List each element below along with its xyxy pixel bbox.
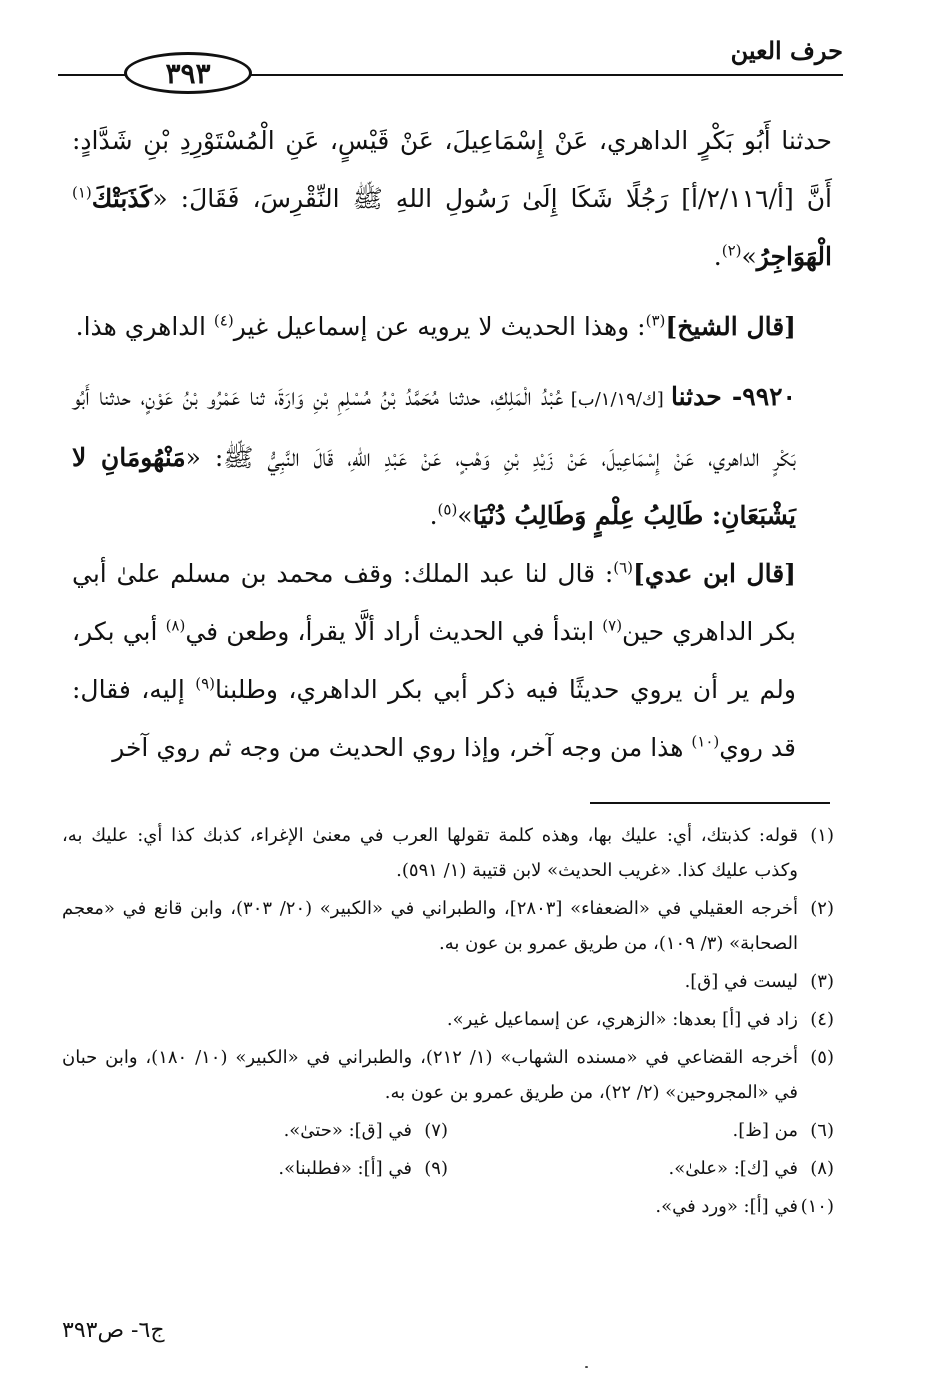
footnote-3	[62, 964, 834, 999]
manuscript-ref: [ك/١/١٩/ب]	[563, 389, 671, 410]
hadith-1-close-quote: »	[741, 242, 757, 271]
hadith-1-text: حدثنا أَبُو بَكْرٍ الداهري، عَنْ إِسْمَاعِيلَ، عَنْ قَيْسٍ، عَنِ الْمُسْتَوْرِدِ بْنِ شَدَّادٍ: أَنَّ [أ/٢/١١٦/أ] رَجُلًا شَكَا إِلَىٰ رَسُولِ اللهِ ﷺ النِّقْرِسَ، فَقَالَ: «	[72, 126, 832, 213]
footnote-5	[62, 1040, 834, 1110]
footnote-ref-3[interactable]: (٣)	[645, 311, 666, 330]
ibn-adi-text-d: إليه، فقال: قد روي	[72, 675, 796, 762]
page-number-badge: ٣٩٣	[124, 52, 252, 94]
volume-page-reference: ج٦- ص٣٩٣	[62, 1318, 165, 1343]
footnote-text: زاد في [أ] بعدها: «الزهري، عن إسماعيل غير».	[446, 1009, 798, 1030]
hadith-9920-text: عُبْدُ الْمَلِكِ، حدثنا مُحَمَّدُ بْنُ مُسْلِمِ بْنِ وَارَةَ، ثنا عَمْرُو بْنُ عَوْنٍ، حدثنا أَبُو بَكْرٍ الداهري، عَنْ إِسْمَاعِيلَ، عَنْ زَيْدِ بْنِ وَهْبٍ، عَنْ عَبْدِ اللهِ، قَالَ النَّبِيُّ ﷺ: «	[72, 382, 796, 472]
hadith-1-bold-2: الْهَوَاجِرُ	[756, 242, 832, 271]
footnote-8	[448, 1151, 834, 1186]
footnotes	[62, 818, 834, 1227]
hadith-number: ٩٩٢٠- حدثنا	[671, 382, 796, 411]
footnote-7	[62, 1113, 448, 1148]
paragraph-ibn-adi	[72, 545, 832, 777]
footnote-2	[62, 891, 834, 961]
paragraph-hadith-1	[72, 112, 832, 286]
footnote-text: في [أ]: «ورد في».	[655, 1196, 798, 1217]
footnote-text: في [أ]: «فطلبنا».	[278, 1158, 412, 1179]
footnote-text: في [ك]: «علىٰ».	[668, 1158, 798, 1179]
hadith-9920-close-quote: »	[457, 501, 473, 530]
ibn-adi-text-a: : قال لنا عبد الملك: وقف محمد بن مسلم علىٰ أبي بكر الداهري حين	[72, 559, 796, 646]
footnote-number: (١)	[810, 825, 834, 846]
footnote-number: (٦)	[810, 1120, 834, 1141]
footnote-number: (١٠)	[800, 1196, 834, 1217]
ibn-adi-text-e: هذا من وجه آخر، وإذا روي الحديث من وجه ثم روي آخر	[112, 733, 692, 762]
footnote-ref-7[interactable]: (٧)	[602, 616, 623, 635]
footnote-4	[62, 1002, 834, 1037]
footnote-6	[448, 1113, 834, 1148]
footnote-10	[62, 1189, 834, 1224]
shaykh-label: [قال الشيخ]	[665, 312, 796, 341]
footnote-text: أخرجه القضاعي في «مسنده الشهاب» (١/ ٢١٢)، والطبراني في «الكبير» (١٠/ ١٨٠)، وابن حبان في «المجروحين» (٢/ ٢٢)، من طريق عمرو بن عون به.	[62, 1047, 798, 1103]
footnote-number: (٢)	[810, 898, 834, 919]
footnote-text: قوله: كذبتك، أي: عليك بها، وهذه كلمة تقولها العرب في معنىٰ الإغراء، كذبك كذا أي: عليك به، وكذب عليك كذا. «غريب الحديث» لابن قتيبة (١/ ٥٩١).	[62, 825, 798, 881]
footnote-number: (٣)	[810, 971, 834, 992]
footnote-text: ليست في [ق].	[684, 971, 798, 992]
footnote-number: (٤)	[810, 1009, 834, 1030]
footnote-number: (٧)	[424, 1120, 448, 1141]
chapter-title: حرف العين	[730, 36, 843, 65]
footnote-separator	[590, 802, 830, 804]
ibn-adi-text-c: أبي بكر، ولم ير أن يروي حديثًا فيه ذكر أبي بكر الداهري، وطلبنا	[72, 617, 797, 704]
footnote-ref-5[interactable]: (٥)	[437, 500, 458, 519]
footnote-text: في [ق]: «حتىٰ».	[283, 1120, 412, 1141]
footnote-ref-6[interactable]: (٦)	[613, 558, 634, 577]
footnote-1	[62, 818, 834, 888]
footnote-ref-1[interactable]: (١)	[72, 183, 92, 202]
footnote-ref-4[interactable]: (٤)	[213, 311, 234, 330]
ibn-adi-label: [قال ابن عدي]	[633, 559, 796, 588]
footnote-number: (٩)	[424, 1158, 448, 1179]
footnote-number: (٥)	[810, 1047, 834, 1068]
footnote-text: أخرجه العقيلي في «الضعفاء» [٢٨٠٣]، والطبراني في «الكبير» (٢٠/ ٣٠٣)، وابن قانع في «معجم الصحابة» (٣/ ١٠٩)، من طريق عمرو بن عون به.	[62, 898, 798, 954]
scan-speck	[585, 1366, 588, 1368]
footnote-ref-9[interactable]: (٩)	[195, 674, 216, 693]
shaykh-text-b: الداهري هذا.	[75, 312, 214, 341]
paragraph-shaykh-comment	[72, 298, 832, 356]
page-header	[58, 30, 843, 92]
footnote-row-8-9	[62, 1151, 834, 1186]
footnote-row-6-7	[62, 1113, 834, 1148]
hadith-1-bold: كَذَبَتْكَ	[91, 184, 153, 213]
footnote-text: من [ظ].	[732, 1120, 798, 1141]
footnote-ref-8[interactable]: (٨)	[165, 616, 186, 635]
footnote-ref-10[interactable]: (١٠)	[691, 732, 720, 751]
hadith-1-tail: .	[713, 242, 722, 271]
hadith-9920-tail: .	[429, 501, 438, 530]
hadith-9920-bold: مَنْهُومَانِ لا يَشْبَعَانِ: طَالِبُ عِلْمٍ وَطَالِبُ دُنْيَا	[72, 443, 796, 530]
shaykh-text-a: : وهذا الحديث لا يرويه عن إسماعيل غير	[233, 312, 646, 341]
main-text	[72, 112, 832, 777]
paragraph-hadith-9920	[72, 368, 832, 545]
footnote-number: (٨)	[810, 1158, 834, 1179]
footnote-ref-2[interactable]: (٢)	[721, 241, 742, 260]
ibn-adi-text-b: ابتدأ في الحديث أراد ألَّا يقرأ، وطعن في	[185, 617, 603, 646]
footnote-9	[62, 1151, 448, 1186]
